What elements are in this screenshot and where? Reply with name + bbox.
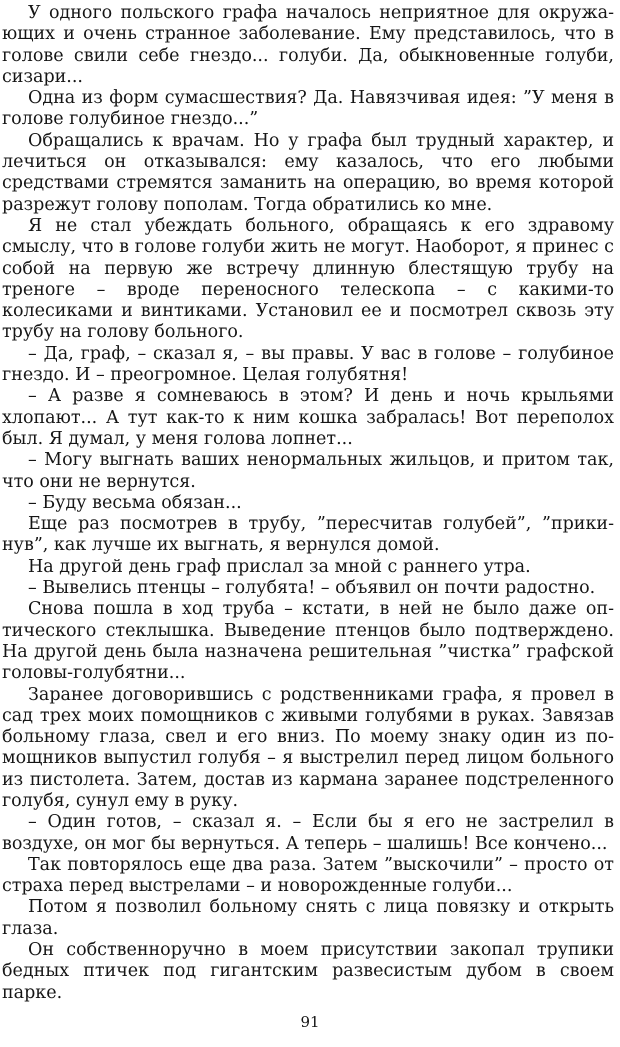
paragraph: У одного польского графа началось неприятное для окружающих и очень странное заболевание. Ему представилось, что в голове свили себе гнездо... голуби. Да, обыкновенные голуби, сизари...: [2, 3, 614, 87]
paragraph: Я не стал убеждать больного, обращаясь к его здравому смыслу, что в голове голуби жить не могут. Наоборот, я принес с собой на первую же встречу длинную блестящую трубу на треноге – вроде переносного телескопа – с какими-то колесиками и винтиками. Установил ее и посмотрел сквозь эту трубу на голову больного.: [2, 215, 614, 343]
paragraph: Заранее договорившись с родственниками графа, я провел в сад трех моих помощников с живыми голубями в руках. Завязав больному глаза, свел и его вниз. По моему знаку один из помощников выпустил голубя – я выстрелил перед лицом больного из пистолета. Затем, достав из кармана заранее подстреленного голубя, сунул ему в руку.: [2, 684, 614, 811]
paragraph: – Буду весьма обязан...: [28, 492, 242, 513]
paragraph: – Да, граф, – сказал я, – вы правы. У вас в голове – голубиное гнездо. И – преогромное. Целая голубятня!: [2, 343, 614, 386]
paragraph: – Вывелись птенцы – голубята! – объявил он почти радостно.: [28, 578, 596, 599]
paragraph: На другой день граф прислал за мной с раннего утра.: [28, 556, 531, 577]
paragraph: Снова пошла в ход труба – кстати, в ней не было даже оптического стеклышка. Выведение птенцов было подтверждено. На другой день была назначена решительная ”чистка” графской головы-голубятни...: [2, 599, 614, 684]
paragraph: Он собственноручно в моем присутствии закопал трупики бедных птичек под гигантским развесистым дубом в своем парке.: [2, 940, 614, 1003]
paragraph: Потом я позволил больному снять с лица повязку и открыть глаза.: [2, 897, 614, 939]
page-number: 91: [300, 1013, 320, 1031]
text-column: [2, 3, 614, 1004]
paragraph: – Один готов, – сказал я. – Если бы я его не застрелил в воздухе, он мог бы вернуться. А теперь – шалишь! Все кончено...: [2, 812, 614, 854]
paragraph: Так повторялось еще два раза. Затем ”выскочили” – просто от страха перед выстрелами – и новорожденные голуби...: [2, 854, 614, 897]
paragraph: Одна из форм сумасшествия? Да. Навязчивая идея: ”У меня в голове голубиное гнездо...”: [2, 88, 614, 130]
paragraph: – А разве я сомневаюсь в этом? И день и ночь крыльями хлопают... А тут как-то к ним кошка забралась! Вот переполох был. Я думал, у меня голова лопнет...: [2, 386, 614, 449]
paragraph: Обращались к врачам. Но у графа был трудный характер, и лечиться он отказывался: ему казалось, что его любыми средствами стремятся заманить на операцию, во время которой разрежут голову пополам. Тогда обратились ко мне.: [2, 130, 614, 215]
paragraph: Еще раз посмотрев в трубу, ”пересчитав голубей”, ”прикинув”, как лучше их выгнать, я вернулся домой.: [2, 514, 614, 556]
paragraph: – Могу выгнать ваших ненормальных жильцов, и притом так, что они не вернутся.: [2, 450, 614, 492]
